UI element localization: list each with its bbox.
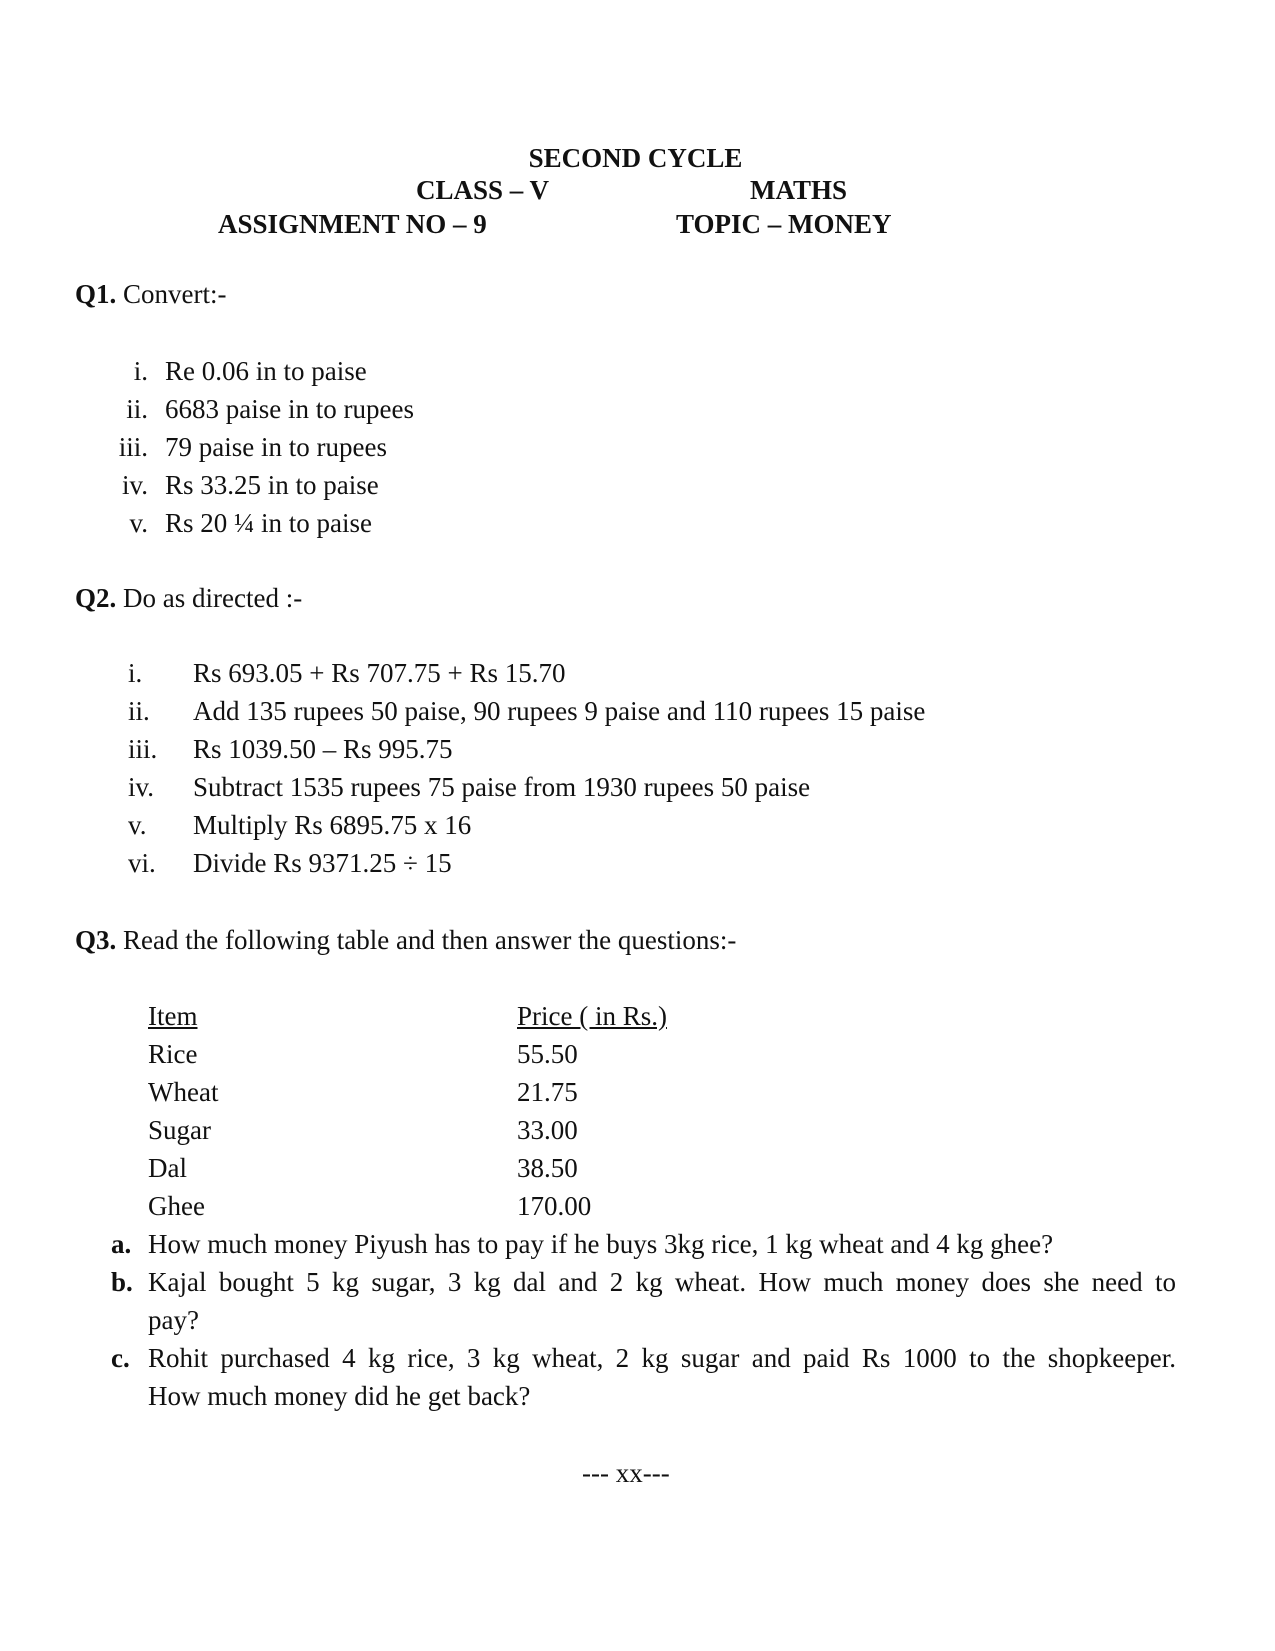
header-topic: TOPIC – MONEY: [676, 209, 892, 239]
question-c-line1: Rohit purchased 4 kg rice, 3 kg wheat, 2 kg sugar and paid Rs 1000 to the shopkeeper.: [148, 1343, 1176, 1373]
table-cell-item: Sugar: [148, 1115, 211, 1145]
list-item-number: v.: [128, 810, 147, 840]
table-cell-price: 55.50: [517, 1039, 578, 1069]
list-item: 6683 paise in to rupees: [165, 394, 414, 424]
header-cycle: SECOND CYCLE: [528, 143, 743, 173]
q1-prompt: Convert:-: [123, 279, 227, 309]
header-assignment: ASSIGNMENT NO – 9: [218, 209, 487, 239]
q1-label: Q1.: [75, 279, 117, 309]
question-b-line1: Kajal bought 5 kg sugar, 3 kg dal and 2 kg wheat. How much money does she need to: [148, 1267, 1176, 1297]
question-label-c: c.: [111, 1343, 130, 1373]
question-c-line2: How much money did he get back?: [148, 1381, 531, 1411]
list-item: Rs 33.25 in to paise: [165, 470, 379, 500]
header-class: CLASS – V: [416, 175, 550, 205]
list-item-number: iv.: [128, 772, 154, 802]
list-item: Add 135 rupees 50 paise, 90 rupees 9 paise and 110 rupees 15 paise: [193, 696, 926, 726]
table-cell-item: Rice: [148, 1039, 198, 1069]
table-cell-item: Dal: [148, 1153, 187, 1183]
list-item: Rs 1039.50 – Rs 995.75: [193, 734, 453, 764]
question-label-a: a.: [111, 1229, 132, 1259]
table-cell-price: 170.00: [517, 1191, 592, 1221]
q2-prompt: Do as directed :-: [123, 583, 303, 613]
list-item: Divide Rs 9371.25 ÷ 15: [193, 848, 452, 878]
list-item: Subtract 1535 rupees 75 paise from 1930 rupees 50 paise: [193, 772, 811, 802]
list-item-number: iii.: [128, 734, 158, 764]
footer-mark: --- xx---: [582, 1458, 670, 1488]
table-header-price: Price ( in Rs.): [517, 1001, 667, 1031]
q2-heading: [75, 583, 302, 614]
table-header-item: Item: [148, 1001, 198, 1031]
table-cell-price: 21.75: [517, 1077, 578, 1107]
header-subject: MATHS: [750, 175, 848, 205]
list-item-number: ii.: [126, 394, 148, 424]
list-item: Multiply Rs 6895.75 x 16: [193, 810, 472, 840]
table-cell-item: Wheat: [148, 1077, 219, 1107]
q3-prompt: Read the following table and then answer the questions:-: [123, 925, 737, 955]
list-item-number: iv.: [122, 470, 148, 500]
q1-heading: [75, 279, 227, 310]
list-item-number: vi.: [128, 848, 156, 878]
table-cell-price: 38.50: [517, 1153, 578, 1183]
question-label-b: b.: [111, 1267, 133, 1297]
q3-heading: [75, 925, 736, 956]
table-cell-price: 33.00: [517, 1115, 578, 1145]
table-cell-item: Ghee: [148, 1191, 205, 1221]
list-item: 79 paise in to rupees: [165, 432, 387, 462]
list-item: Re 0.06 in to paise: [165, 356, 367, 386]
list-item-number: iii.: [118, 432, 148, 462]
list-item-number: i.: [128, 658, 143, 688]
list-item-number: ii.: [128, 696, 150, 726]
list-item-number: v.: [129, 508, 148, 538]
q2-label: Q2.: [75, 583, 117, 613]
question-b-line2: pay?: [148, 1305, 199, 1335]
list-item: Rs 20 ¼ in to paise: [165, 508, 372, 538]
q3-label: Q3.: [75, 925, 117, 955]
question-a: How much money Piyush has to pay if he buys 3kg rice, 1 kg wheat and 4 kg ghee?: [148, 1229, 1054, 1259]
list-item-number: i.: [133, 356, 148, 386]
list-item: Rs 693.05 + Rs 707.75 + Rs 15.70: [193, 658, 566, 688]
